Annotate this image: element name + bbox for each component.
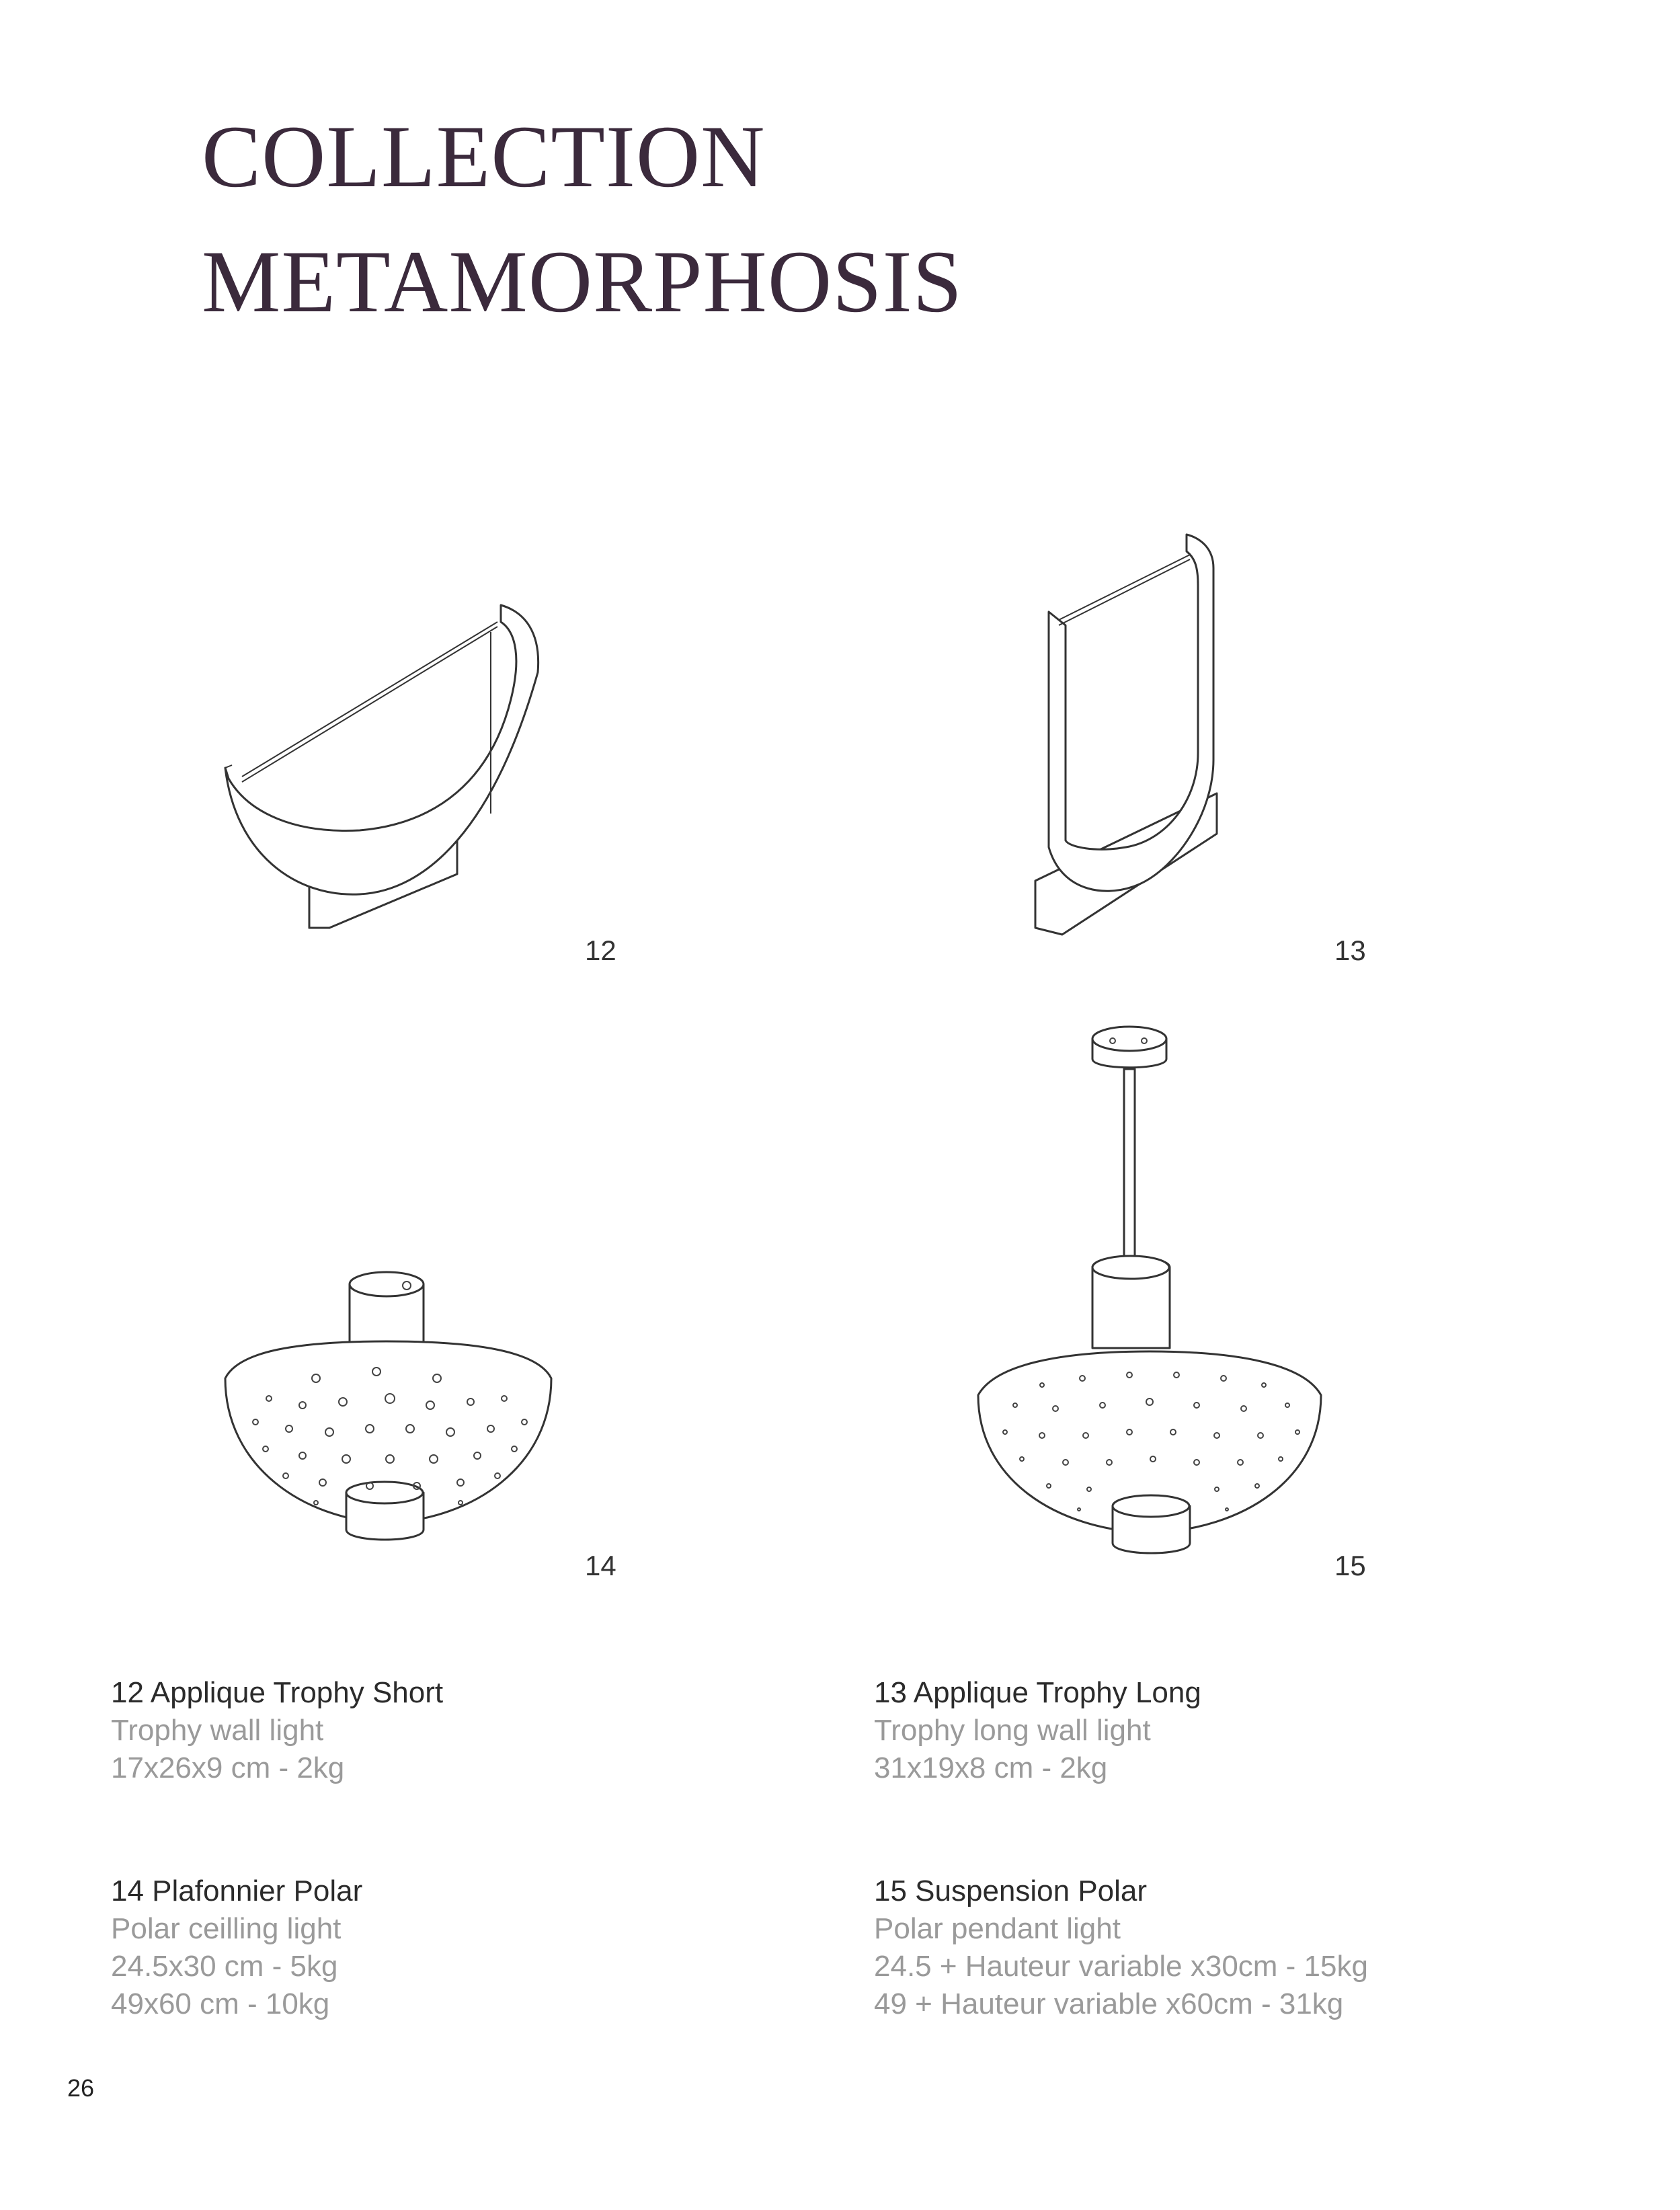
wall-light-long-illustration — [1022, 531, 1244, 948]
product-name: 14 Plafonnier Polar — [111, 1874, 363, 1907]
product-dimensions: 24.5x30 cm - 5kg — [111, 1950, 338, 1983]
product-14-description — [111, 1872, 362, 2023]
pendant-light-illustration — [968, 1022, 1331, 1567]
product-dimensions: 17x26x9 cm - 2kg — [111, 1751, 345, 1784]
ceiling-light-illustration — [215, 1264, 565, 1567]
product-dimensions: 49x60 cm - 10kg — [111, 1987, 330, 2020]
product-name: 13 Applique Trophy Long — [874, 1676, 1201, 1709]
page-number: 26 — [67, 2074, 95, 2102]
product-dimensions: 49 + Hauteur variable x60cm - 31kg — [874, 1987, 1344, 2020]
product-subtitle: Polar pendant light — [874, 1912, 1121, 1945]
product-13-description — [874, 1674, 1201, 1787]
product-12-description — [111, 1674, 443, 1787]
product-15-description — [874, 1872, 1368, 2023]
product-subtitle: Polar ceilling light — [111, 1912, 342, 1945]
page-title — [202, 94, 963, 344]
title-line-1: COLLECTION — [202, 107, 766, 206]
title-line-2: METAMORPHOSIS — [202, 232, 963, 331]
product-name: 12 Applique Trophy Short — [111, 1676, 444, 1709]
product-dimensions: 31x19x8 cm - 2kg — [874, 1751, 1108, 1784]
product-dimensions: 24.5 + Hauteur variable x30cm - 15kg — [874, 1950, 1368, 1983]
product-subtitle: Trophy wall light — [111, 1714, 324, 1747]
figure-number-13: 13 — [1334, 935, 1366, 966]
figure-number-12: 12 — [585, 935, 616, 966]
product-subtitle: Trophy long wall light — [874, 1714, 1151, 1747]
product-name: 15 Suspension Polar — [874, 1874, 1148, 1907]
figure-number-15: 15 — [1334, 1550, 1366, 1581]
figure-number-14: 14 — [585, 1550, 616, 1581]
wall-light-short-illustration — [215, 592, 551, 955]
